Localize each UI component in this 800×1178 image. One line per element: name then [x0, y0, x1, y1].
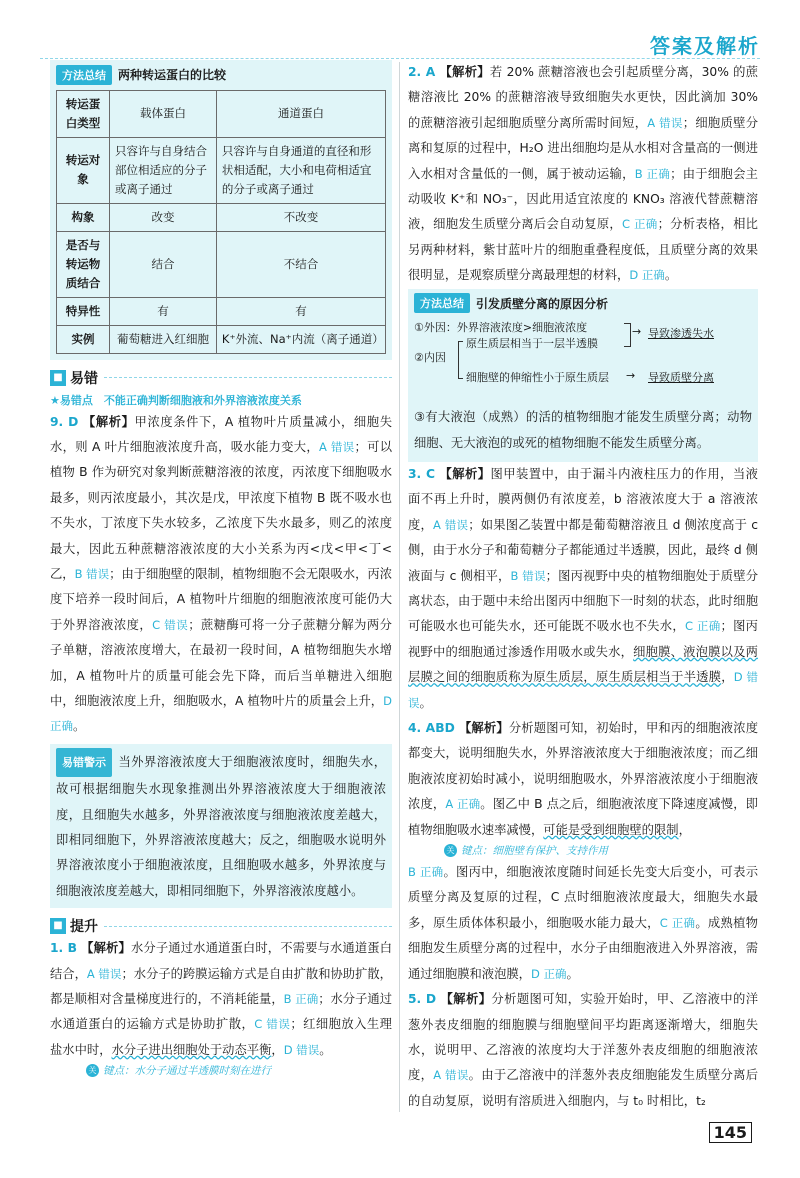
table-cell: 有 [216, 297, 385, 325]
method-title: 引发质壁分离的原因分析 [476, 296, 609, 311]
table-row [57, 231, 386, 297]
section-icon: ■ [50, 370, 66, 386]
diagram-internal: ②内因 [414, 351, 446, 365]
warning-box [50, 744, 392, 908]
table-row [57, 325, 386, 353]
section-icon: ■ [50, 918, 66, 934]
warning-text: 当外界溶液浓度大于细胞液浓度时，细胞失水，故可根据细胞失水现象推测出外界溶液浓度大于细胞液浓度，且细胞失水越多，外界溶液浓度与细胞液浓度差越大，即相同细胞下，外界溶液浓度越大；反之，细胞吸水说明外界溶液浓度小于细胞液浓度，且细胞吸水越多，外界浓度与细胞液浓度差越大，即相同细胞下，外界溶液浓度越小。 [56, 754, 386, 898]
column-divider [399, 62, 400, 1112]
diagram-result-2: 导致质壁分离 [648, 371, 714, 385]
method-summary-box [50, 60, 392, 360]
table-row [57, 203, 386, 231]
table-cell: K⁺外流、Na⁺内流（离子通道） [216, 325, 385, 353]
method-tag: 方法总结 [414, 293, 470, 313]
section-yicuo [50, 368, 392, 388]
table-cell: 葡萄糖进入红细胞 [110, 325, 217, 353]
section-title: 易错 [70, 370, 98, 387]
table-header-cell: 是否与转运物质结合 [57, 231, 110, 297]
diagram-arrow-2: → [626, 369, 636, 383]
section-title: 提升 [70, 919, 98, 936]
method-summary-box-2 [408, 289, 758, 462]
table-cell: 有 [110, 297, 217, 325]
keypoint-icon: 关 [86, 1064, 99, 1077]
question-4-cont: B 正确。图丙中，细胞液浓度随时间延长先变大后变小，可表示质壁分离及复原的过程，C 点时细胞液浓度最大，细胞失水最多，原生质体体积最小，细胞吸水能力最大，C 正确。成熟植物细胞发生质壁分离的过程中，水分子由细胞液进入外界溶液，需通过细胞膜和液泡膜，D 正确。 [408, 865, 758, 981]
table-cell: 结合 [110, 231, 217, 297]
question-1: 1. B 【解析】水分子通过水通道蛋白时，不需要与水通道蛋白结合，A 错误；水分子的跨膜运输方式是自由扩散和协助扩散，都是顺相对含量梯度进行的，不消耗能量，B 正确；水分子通过水通道蛋白的运输方式是协助扩散，C 错误；红细胞放入生理盐水中时，水分子进出细胞处于动态平衡，D 错误。 [50, 941, 392, 1057]
cause-diagram [414, 313, 752, 405]
warning-tag: 易错警示 [56, 748, 112, 777]
diagram-arrow-1: → [632, 325, 642, 339]
table-header-cell: 转运蛋白类型 [57, 90, 110, 137]
table-header-cell: 转运对象 [57, 137, 110, 203]
table-cell: 不结合 [216, 231, 385, 297]
table-cell: 不改变 [216, 203, 385, 231]
table-cell: 只容许与自身结合部位相适应的分子或离子通过 [110, 137, 217, 203]
question-2: 2. A 【解析】若 20% 蔗糖溶液也会引起质壁分离，30% 的蔗糖溶液比 20% 的蔗糖溶液导致细胞失水更快，因此滴加 30% 的蔗糖溶液引起细胞质壁分离所需时间短，A 错误；细胞质壁分离和复原的过程中，H₂O 进出细胞均是从水相对含量高的一侧进入水相对含量低的一侧，属于被动运输，B 正确；由于细胞会主动吸收 K⁺和 NO₃⁻，因此用适宜浓度的 KNO₃ 溶液代替蔗糖溶液，细胞发生质壁分离后会自动复原，C 正确；分析表格，相比另两种材料，紫甘蓝叶片的细胞重叠程度低，且质壁分离的效果很明显，是观察质壁分离最理想的材料，D 正确。 [408, 65, 758, 283]
question-5: 5. D 【解析】分析题图可知，实验开始时，甲、乙溶液中的洋葱外表皮细胞的细胞膜与细胞壁间平均距离逐渐增大，细胞失水，说明甲、乙溶液的浓度均大于洋葱外表皮细胞的细胞液浓度，A 错误。由于乙溶液中的洋葱外表皮细胞能发生质壁分离后的自动复原，说明有溶质进入细胞内，与 t₀ 时相比，t₂ [408, 992, 758, 1108]
left-column [50, 60, 392, 1080]
table-cell: 改变 [110, 203, 217, 231]
table-row [57, 90, 386, 137]
table-header-cell: 构象 [57, 203, 110, 231]
table-cell: 载体蛋白 [110, 90, 217, 137]
diagram-external: ①外因：外界溶液浓度>细胞液浓度 [414, 321, 588, 335]
method-title: 两种转运蛋白的比较 [118, 68, 227, 82]
table-row [57, 297, 386, 325]
page-number: 145 [709, 1122, 752, 1143]
question-3: 3. C 【解析】图甲装置中，由于漏斗内液柱压力的作用，当液面不再上升时，膜两侧仍有浓度差，b 溶液浓度大于 a 溶液浓度，A 错误；如果图乙装置中都是葡萄糖溶液且 d 侧浓度高于 c 侧，由于水分子和葡萄糖分子都能通过半透膜，因此，最终 d 侧液面与 c 侧相平，B 错误；图丙视野中央的植物细胞处于质壁分离状态，由于题中未给出图丙中细胞下一时刻的状态，此时细胞可能吸水也可能失水，还可能既不吸水也不失水，C 正确；图丙视野中的细胞通过渗透作用吸水或失水，细胞膜、液泡膜以及两层膜之间的细胞质称为原生质层，原生质层相当于半透膜，D 错误。 [408, 466, 758, 710]
section-tisheng [50, 916, 392, 936]
table-header-cell: 特异性 [57, 297, 110, 325]
table-header-cell: 实例 [57, 325, 110, 353]
comparison-table [56, 90, 386, 354]
header-title: 答案及解析 [650, 34, 760, 58]
keypoint-note: 关 键点：细胞壁有保护、支持作用 [444, 843, 758, 858]
table-cell: 通道蛋白 [216, 90, 385, 137]
table-cell: 只容许与自身通道的直径和形状相适配，大小和电荷相适宜的分子或离子通过 [216, 137, 385, 203]
diagram-membrane: 原生质层相当于一层半透膜 [466, 337, 598, 351]
right-column [408, 60, 758, 1114]
error-tip: ★易错点 不能正确判断细胞液和外界溶液浓度关系 [50, 393, 302, 407]
method-note-3: ③有大液泡（成熟）的活的植物细胞才能发生质壁分离；动物细胞、无大液泡的或死的植物细胞不能发生质壁分离。 [414, 410, 752, 450]
diagram-wall: 细胞壁的伸缩性小于原生质层 [466, 371, 609, 385]
question-4: 4. ABD 【解析】分析题图可知，初始时，甲和丙的细胞液浓度都变大，说明细胞失水，外界溶液浓度大于细胞液浓度；而乙细胞液浓度初始时减小，说明细胞吸水，外界溶液浓度小于细胞液浓度，A 正确。图乙中 B 点之后，细胞液浓度下降速度减慢，即植物细胞吸水速率减慢，可能是受到细胞壁的限制， [408, 721, 758, 837]
keypoint-note: 关 键点：水分子通过半透膜时刻在进行 [86, 1063, 392, 1078]
table-row [57, 137, 386, 203]
keypoint-icon: 关 [444, 844, 457, 857]
question-9: 9. D 【解析】甲浓度条件下，A 植物叶片质量减小，细胞失水，则 A 叶片细胞液浓度升高，吸水能力变大，A 错误；可以植物 B 作为研究对象判断蔗糖溶液的浓度，丙浓度下细胞吸水最多，则丙浓度最小，其次是戊，甲浓度下植物 B 既不吸水也不失水，丁浓度下失水较多，乙浓度下失水最多，则乙的浓度最大，因此五种蔗糖溶液浓度的大小关系为丙<戊<甲<丁<乙，B 错误；由于细胞壁的限制，植物细胞不会无限吸水，丙浓度下培养一段时间后，A 植物叶片细胞的细胞液浓度可能仍大于外界溶液浓度，C 错误；蔗糖酶可将一分子蔗糖分解为两分子单糖，溶液浓度增大，在最初一段时间，A 植物细胞失水增加，A 植物叶片的质量可能会先下降，而后当单糖进入细胞中，细胞液浓度上升，细胞吸水，A 植物叶片的质量会上升，D 正确。 [50, 414, 392, 734]
header-divider [40, 58, 760, 59]
diagram-result-1: 导致渗透失水 [648, 327, 714, 341]
method-tag: 方法总结 [56, 65, 112, 85]
